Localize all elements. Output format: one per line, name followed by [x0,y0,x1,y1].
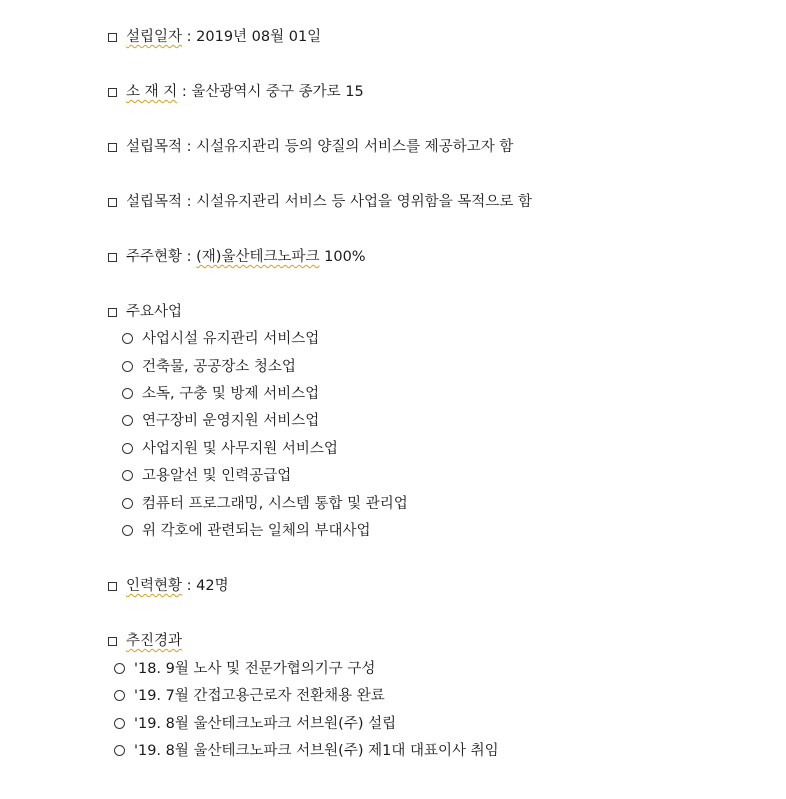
list-item: 사업시설 유지관리 서비스업 [122,329,319,349]
separator: : [182,29,197,45]
square-bullet-icon [108,308,117,317]
square-bullet-icon [108,198,117,207]
circle-bullet-icon [122,333,133,344]
square-bullet-icon [108,637,117,646]
list-item: 사업지원 및 사무지원 서비스업 [122,439,338,459]
separator: : [182,139,197,155]
circle-bullet-icon [122,443,133,454]
main-business-label: 주요사업 [126,304,183,320]
shareholders-percent: 100% [319,249,366,265]
purpose-row-1 [108,137,513,157]
purpose-value: 시설유지관리 서비스 등 사업을 영위함을 목적으로 함 [196,194,532,210]
circle-bullet-icon [122,388,133,399]
separator: : [182,194,197,210]
square-bullet-icon [108,582,117,591]
location-value: 울산광역시 중구 종가로 15 [191,84,364,100]
list-item: 연구장비 운영지원 서비스업 [122,411,319,431]
location-label: 소 재 지 [126,84,178,100]
square-bullet-icon [108,253,117,262]
progress-label: 추진경과 [126,633,183,649]
list-item: '18. 9월 노사 및 전문가협의기구 구성 [114,659,375,679]
founding-date-label: 설립일자 [126,29,183,45]
list-item: 컴퓨터 프로그래밍, 시스템 통합 및 관리업 [122,494,408,514]
separator: : [177,84,192,100]
circle-bullet-icon [122,525,133,536]
square-bullet-icon [108,33,117,42]
purpose-label: 설립목적 [126,194,183,210]
shareholders-name: (재)울산테크노파크 [196,249,320,265]
list-item: '19. 7월 간접고용근로자 전환채용 완료 [114,686,385,706]
separator: : [182,249,197,265]
founding-date-value: 2019년 08월 01일 [196,29,322,45]
list-item: '19. 8월 울산테크노파크 서브원(주) 제1대 대표이사 취임 [114,741,499,761]
circle-bullet-icon [122,415,133,426]
list-item: 위 각호에 관련되는 일체의 부대사업 [122,521,371,541]
circle-bullet-icon [114,745,125,756]
purpose-label: 설립목적 [126,139,183,155]
list-item: 건축물, 공공장소 청소업 [122,357,296,377]
square-bullet-icon [108,143,117,152]
list-item: '19. 8월 울산테크노파크 서브원(주) 설립 [114,714,396,734]
purpose-value: 시설유지관리 등의 양질의 서비스를 제공하고자 함 [196,139,514,155]
shareholders-row [108,247,366,267]
circle-bullet-icon [114,663,125,674]
staff-row [108,576,229,596]
circle-bullet-icon [122,470,133,481]
square-bullet-icon [108,88,117,97]
progress-heading [108,631,182,651]
purpose-row-2 [108,192,532,212]
circle-bullet-icon [122,361,133,372]
list-item: 소독, 구충 및 방제 서비스업 [122,384,319,404]
staff-label: 인력현황 [126,578,183,594]
main-business-heading [108,302,182,322]
staff-value: 42명 [196,578,229,594]
circle-bullet-icon [114,718,125,729]
founding-date-row [108,27,321,47]
location-row [108,82,364,102]
circle-bullet-icon [114,690,125,701]
shareholders-label: 주주현황 [126,249,183,265]
separator: : [182,578,197,594]
list-item: 고용알선 및 인력공급업 [122,466,291,486]
circle-bullet-icon [122,498,133,509]
